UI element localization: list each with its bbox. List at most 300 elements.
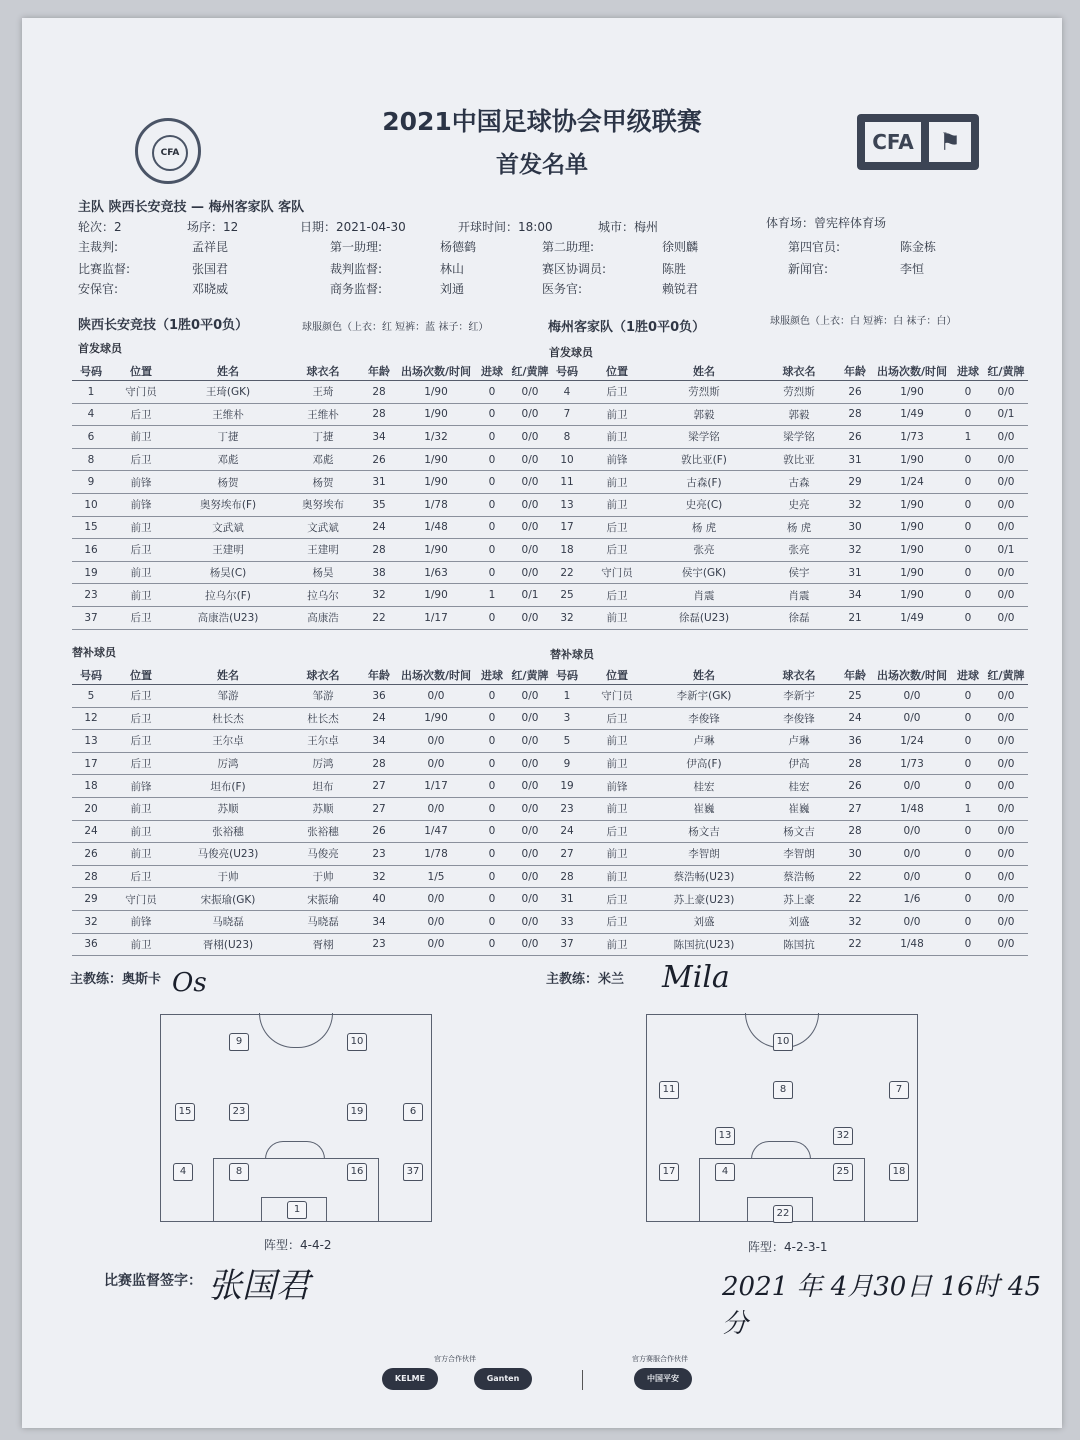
table-cell: 前卫 — [110, 584, 172, 607]
table-cell: 24 — [362, 516, 396, 539]
table-cell: 40 — [362, 888, 396, 911]
table-cell: 19 — [548, 775, 586, 798]
home-subs-label: 替补球员 — [72, 646, 116, 659]
table-cell: 1/17 — [396, 775, 476, 798]
league-icon: ⚑ — [929, 122, 971, 162]
table-cell: 王琦 — [284, 381, 362, 404]
table-cell: 王建明 — [284, 539, 362, 562]
column-header: 号码 — [548, 362, 586, 381]
table-cell: 17 — [548, 516, 586, 539]
table-row — [548, 797, 1028, 820]
column-header: 年龄 — [838, 666, 872, 685]
home-kit: 球服颜色（上衣：红 短裤：蓝 袜子：红） — [302, 322, 489, 333]
table-cell: 28 — [72, 865, 110, 888]
table-cell: 1/90 — [872, 584, 952, 607]
table-row — [548, 933, 1028, 956]
table-cell: 1/6 — [872, 888, 952, 911]
table-cell: 前锋 — [586, 775, 648, 798]
table-cell: 0 — [952, 843, 984, 866]
table-row — [548, 820, 1028, 843]
table-row — [72, 775, 552, 798]
table-cell: 0/0 — [396, 752, 476, 775]
table-cell: 36 — [72, 933, 110, 956]
table-cell: 后卫 — [586, 539, 648, 562]
away-formation-pitch — [646, 1014, 918, 1222]
table-row — [72, 797, 552, 820]
column-header: 红/黄牌 — [508, 666, 552, 685]
table-cell: 0 — [952, 403, 984, 426]
table-cell: 0/0 — [984, 797, 1028, 820]
table-cell: 于帅 — [172, 865, 284, 888]
table-cell: 0/0 — [508, 606, 552, 629]
shirt-icon: 32 — [833, 1127, 853, 1145]
official-name: 张国君 — [192, 262, 229, 276]
table-cell: 李智朗 — [760, 843, 838, 866]
table-cell: 0/0 — [984, 606, 1028, 629]
penalty-arc — [751, 1141, 811, 1159]
column-header: 位置 — [110, 666, 172, 685]
table-cell: 1/90 — [872, 381, 952, 404]
sponsor-pingan-logo: 中国平安 — [634, 1368, 692, 1390]
table-cell: 1/49 — [872, 606, 952, 629]
table-cell: 0/0 — [984, 820, 1028, 843]
table-cell: 24 — [548, 820, 586, 843]
table-row — [548, 516, 1028, 539]
table-cell: 32 — [838, 493, 872, 516]
table-cell: 王尔卓 — [284, 730, 362, 753]
penalty-arc — [265, 1141, 325, 1159]
table-cell: 22 — [838, 933, 872, 956]
table-cell: 胥栩 — [284, 933, 362, 956]
table-cell: 28 — [362, 752, 396, 775]
supervisor-signature-label: 比赛监督签字： — [104, 1273, 202, 1289]
table-cell: 0/0 — [984, 584, 1028, 607]
away-starters-table — [548, 362, 1028, 630]
table-cell: 张裕穗 — [284, 820, 362, 843]
table-cell: 前卫 — [586, 865, 648, 888]
table-cell: 桂宏 — [648, 775, 760, 798]
shirt-icon: 10 — [773, 1033, 793, 1051]
table-cell: 0/0 — [984, 426, 1028, 449]
table-cell: 后卫 — [110, 403, 172, 426]
official-label: 比赛监督: — [78, 262, 131, 276]
shirt-icon: 11 — [659, 1081, 679, 1099]
table-cell: 邹游 — [284, 685, 362, 708]
column-header: 出场次数/时间 — [396, 362, 476, 381]
table-cell: 0 — [952, 730, 984, 753]
table-cell: 0 — [952, 933, 984, 956]
table-cell: 苏上豪(U23) — [648, 888, 760, 911]
table-row — [548, 539, 1028, 562]
table-row — [72, 606, 552, 629]
table-cell: 劳烈斯 — [760, 381, 838, 404]
table-cell: 8 — [72, 448, 110, 471]
table-cell: 0 — [952, 381, 984, 404]
table-cell: 1/90 — [396, 403, 476, 426]
table-cell: 9 — [72, 471, 110, 494]
table-row — [72, 707, 552, 730]
table-cell: 25 — [548, 584, 586, 607]
table-row — [548, 775, 1028, 798]
page-subtitle: 首发名单 — [496, 152, 588, 178]
column-header: 进球 — [476, 362, 508, 381]
table-cell: 侯宇(GK) — [648, 561, 760, 584]
table-cell: 前卫 — [586, 426, 648, 449]
table-cell: 张裕穗 — [172, 820, 284, 843]
table-cell: 27 — [362, 797, 396, 820]
shirt-icon: 17 — [659, 1163, 679, 1181]
column-header: 进球 — [952, 362, 984, 381]
table-cell: 0 — [476, 820, 508, 843]
table-cell: 李新宇 — [760, 685, 838, 708]
shirt-icon: 4 — [173, 1163, 193, 1181]
table-cell: 20 — [72, 797, 110, 820]
table-cell: 0 — [952, 888, 984, 911]
shirt-icon: 37 — [403, 1163, 423, 1181]
table-row — [72, 426, 552, 449]
table-cell: 0/0 — [508, 403, 552, 426]
table-row — [72, 448, 552, 471]
table-cell: 前卫 — [586, 933, 648, 956]
table-cell: 前锋 — [586, 448, 648, 471]
column-header: 红/黄牌 — [984, 666, 1028, 685]
table-row — [548, 403, 1028, 426]
table-cell: 0 — [952, 471, 984, 494]
table-cell: 刘盛 — [648, 910, 760, 933]
table-cell: 1/32 — [396, 426, 476, 449]
table-cell: 苏上豪 — [760, 888, 838, 911]
kickoff-time: 开球时间：18:00 — [458, 220, 553, 234]
sponsor-ganten-logo: Ganten — [474, 1368, 532, 1390]
official-label: 第四官员: — [788, 240, 841, 254]
shirt-icon: 1 — [287, 1201, 307, 1219]
away-starters-label: 首发球员 — [549, 346, 593, 359]
table-cell: 前卫 — [586, 403, 648, 426]
table-cell: 刘盛 — [760, 910, 838, 933]
table-cell: 28 — [838, 403, 872, 426]
table-cell: 30 — [838, 843, 872, 866]
table-cell: 0/0 — [508, 426, 552, 449]
table-cell: 邓彪 — [284, 448, 362, 471]
table-cell: 伊高 — [760, 752, 838, 775]
official-label: 第一助理: — [330, 240, 383, 254]
table-cell: 28 — [362, 403, 396, 426]
table-cell: 坦布(F) — [172, 775, 284, 798]
table-cell: 0/0 — [508, 539, 552, 562]
table-cell: 0 — [476, 707, 508, 730]
table-cell: 22 — [548, 561, 586, 584]
table-row — [548, 910, 1028, 933]
table-cell: 16 — [72, 539, 110, 562]
table-cell: 32 — [72, 910, 110, 933]
table-cell: 0 — [952, 685, 984, 708]
table-cell: 0/0 — [508, 910, 552, 933]
table-cell: 0/0 — [984, 448, 1028, 471]
column-header: 球衣名 — [284, 666, 362, 685]
table-cell: 1/78 — [396, 493, 476, 516]
column-header: 出场次数/时间 — [872, 362, 952, 381]
shirt-icon: 4 — [715, 1163, 735, 1181]
official-name: 陈金栋 — [900, 240, 937, 254]
table-cell: 17 — [72, 752, 110, 775]
table-cell: 厉鸿 — [172, 752, 284, 775]
table-cell: 30 — [838, 516, 872, 539]
table-cell: 0/0 — [984, 516, 1028, 539]
venue: 体育场：曾宪梓体育场 — [766, 216, 887, 230]
sponsor-kelme-logo: KELME — [382, 1368, 438, 1390]
table-cell: 7 — [548, 403, 586, 426]
table-cell: 前卫 — [110, 797, 172, 820]
table-cell: 后卫 — [586, 888, 648, 911]
official-name: 孟祥昆 — [192, 240, 229, 254]
table-row — [72, 561, 552, 584]
table-cell: 32 — [838, 539, 872, 562]
home-formation-pitch — [160, 1014, 432, 1222]
teams-line: 主队 陕西长安竞技 — 梅州客家队 客队 — [78, 200, 305, 215]
table-row — [72, 910, 552, 933]
table-cell: 守门员 — [110, 381, 172, 404]
table-cell: 0/0 — [984, 752, 1028, 775]
table-cell: 24 — [72, 820, 110, 843]
table-cell: 徐磊(U23) — [648, 606, 760, 629]
table-cell: 28 — [362, 539, 396, 562]
table-cell: 0 — [952, 493, 984, 516]
column-header: 姓名 — [172, 666, 284, 685]
table-cell: 0/0 — [984, 888, 1028, 911]
table-cell: 前卫 — [110, 561, 172, 584]
column-header: 年龄 — [362, 666, 396, 685]
table-cell: 0/0 — [984, 381, 1028, 404]
table-cell: 1/90 — [396, 707, 476, 730]
table-cell: 28 — [548, 865, 586, 888]
column-header: 红/黄牌 — [508, 362, 552, 381]
table-cell: 崔巍 — [648, 797, 760, 820]
table-cell: 文武斌 — [172, 516, 284, 539]
table-cell: 高康浩 — [284, 606, 362, 629]
official-label: 商务监督: — [330, 282, 383, 296]
table-cell: 0/0 — [984, 493, 1028, 516]
table-cell: 0 — [476, 381, 508, 404]
table-cell: 1/63 — [396, 561, 476, 584]
table-cell: 0 — [476, 471, 508, 494]
table-cell: 杨贺 — [172, 471, 284, 494]
table-cell: 32 — [548, 606, 586, 629]
table-cell: 胥栩(U23) — [172, 933, 284, 956]
table-row — [72, 539, 552, 562]
official-name: 杨德鹤 — [440, 240, 477, 254]
table-cell: 丁捷 — [172, 426, 284, 449]
official-name: 林山 — [440, 262, 465, 276]
table-cell: 后卫 — [586, 707, 648, 730]
table-cell: 杨文吉 — [760, 820, 838, 843]
column-header: 进球 — [952, 666, 984, 685]
table-cell: 桂宏 — [760, 775, 838, 798]
table-cell: 31 — [838, 561, 872, 584]
table-cell: 8 — [548, 426, 586, 449]
table-row — [72, 843, 552, 866]
table-cell: 后卫 — [110, 539, 172, 562]
column-header: 号码 — [72, 362, 110, 381]
table-row — [548, 471, 1028, 494]
table-cell: 前锋 — [110, 471, 172, 494]
table-cell: 史亮(C) — [648, 493, 760, 516]
official-label: 安保官: — [78, 282, 119, 296]
supervisor-signature: 张国君 — [208, 1266, 310, 1306]
away-team-name: 梅州客家队（1胜0平0负） — [548, 320, 706, 335]
column-header: 号码 — [548, 666, 586, 685]
table-row — [72, 381, 552, 404]
table-row — [548, 584, 1028, 607]
table-cell: 1/90 — [872, 539, 952, 562]
table-row — [72, 820, 552, 843]
table-cell: 0/1 — [984, 403, 1028, 426]
signature-datetime: 2021 年 4月30日 16时 45分 — [722, 1272, 1042, 1339]
table-cell: 24 — [362, 707, 396, 730]
table-row — [548, 707, 1028, 730]
table-cell: 34 — [838, 584, 872, 607]
table-cell: 杨昊(C) — [172, 561, 284, 584]
table-cell: 蔡浩畅(U23) — [648, 865, 760, 888]
table-row — [548, 448, 1028, 471]
table-cell: 37 — [548, 933, 586, 956]
table-cell: 王建明 — [172, 539, 284, 562]
table-cell: 杜长杰 — [172, 707, 284, 730]
table-cell: 1/24 — [872, 471, 952, 494]
table-cell: 0/0 — [984, 775, 1028, 798]
column-header: 进球 — [476, 666, 508, 685]
table-row — [72, 584, 552, 607]
table-cell: 0 — [952, 606, 984, 629]
table-cell: 史亮 — [760, 493, 838, 516]
table-row — [548, 865, 1028, 888]
game-number: 场序：12 — [187, 220, 239, 234]
table-cell: 劳烈斯 — [648, 381, 760, 404]
table-cell: 0 — [476, 539, 508, 562]
table-cell: 0/0 — [872, 910, 952, 933]
table-cell: 5 — [72, 685, 110, 708]
table-cell: 0 — [952, 539, 984, 562]
table-cell: 0 — [476, 910, 508, 933]
table-cell: 0 — [952, 707, 984, 730]
table-cell: 0/0 — [984, 933, 1028, 956]
table-cell: 守门员 — [586, 561, 648, 584]
table-cell: 杨贺 — [284, 471, 362, 494]
table-cell: 古森 — [760, 471, 838, 494]
table-cell: 侯宇 — [760, 561, 838, 584]
table-cell: 后卫 — [586, 584, 648, 607]
table-cell: 18 — [72, 775, 110, 798]
table-cell: 36 — [362, 685, 396, 708]
table-cell: 拉乌尔 — [284, 584, 362, 607]
table-cell: 26 — [838, 426, 872, 449]
column-header: 位置 — [586, 666, 648, 685]
column-header: 姓名 — [648, 362, 760, 381]
table-cell: 0/0 — [984, 910, 1028, 933]
table-cell: 22 — [838, 865, 872, 888]
table-cell: 后卫 — [110, 730, 172, 753]
table-cell: 0 — [476, 933, 508, 956]
table-cell: 0/0 — [396, 933, 476, 956]
table-cell: 0 — [476, 752, 508, 775]
home-subs-table — [72, 666, 552, 956]
table-row — [548, 888, 1028, 911]
table-cell: 33 — [548, 910, 586, 933]
table-cell: 0/0 — [508, 865, 552, 888]
table-cell: 11 — [548, 471, 586, 494]
table-cell: 1 — [72, 381, 110, 404]
table-cell: 1 — [952, 797, 984, 820]
table-cell: 前卫 — [110, 426, 172, 449]
home-starters-table — [72, 362, 552, 630]
table-cell: 0/0 — [396, 888, 476, 911]
table-cell: 后卫 — [110, 606, 172, 629]
column-header: 号码 — [72, 666, 110, 685]
table-row — [72, 471, 552, 494]
official-label: 医务官: — [542, 282, 583, 296]
table-cell: 前卫 — [110, 820, 172, 843]
table-row — [72, 685, 552, 708]
table-cell: 1/24 — [872, 730, 952, 753]
table-cell: 10 — [548, 448, 586, 471]
official-label: 裁判监督: — [330, 262, 383, 276]
table-cell: 0/0 — [984, 843, 1028, 866]
table-cell: 0 — [476, 730, 508, 753]
column-header: 年龄 — [838, 362, 872, 381]
table-cell: 马俊亮 — [284, 843, 362, 866]
table-cell: 后卫 — [110, 685, 172, 708]
table-row — [72, 752, 552, 775]
table-cell: 杨昊 — [284, 561, 362, 584]
table-cell: 0 — [476, 493, 508, 516]
table-cell: 0/0 — [508, 933, 552, 956]
table-row — [72, 933, 552, 956]
table-cell: 梁学铭 — [760, 426, 838, 449]
table-cell: 马晓磊 — [172, 910, 284, 933]
table-cell: 4 — [72, 403, 110, 426]
table-cell: 丁捷 — [284, 426, 362, 449]
cfa-emblem-logo: CFA — [135, 118, 201, 184]
table-cell: 后卫 — [586, 820, 648, 843]
official-name: 邓晓威 — [192, 282, 229, 296]
away-coach: 主教练：米兰 — [546, 972, 625, 987]
table-cell: 0/0 — [508, 448, 552, 471]
table-cell: 26 — [72, 843, 110, 866]
table-cell: 1/47 — [396, 820, 476, 843]
table-cell: 王琦(GK) — [172, 381, 284, 404]
column-header: 球衣名 — [760, 362, 838, 381]
table-cell: 0 — [476, 426, 508, 449]
table-cell: 34 — [362, 910, 396, 933]
table-cell: 10 — [72, 493, 110, 516]
table-cell: 后卫 — [586, 381, 648, 404]
home-formation: 阵型：4-4-2 — [264, 1238, 332, 1252]
table-cell: 前卫 — [586, 493, 648, 516]
table-cell: 23 — [548, 797, 586, 820]
table-cell: 1/90 — [396, 381, 476, 404]
column-header: 出场次数/时间 — [872, 666, 952, 685]
table-cell: 27 — [838, 797, 872, 820]
table-cell: 13 — [548, 493, 586, 516]
table-cell: 23 — [362, 933, 396, 956]
table-cell: 0 — [952, 561, 984, 584]
table-cell: 陈国抗 — [760, 933, 838, 956]
table-cell: 前卫 — [586, 471, 648, 494]
column-header: 球衣名 — [760, 666, 838, 685]
table-cell: 徐磊 — [760, 606, 838, 629]
table-cell: 0/0 — [396, 797, 476, 820]
table-cell: 后卫 — [110, 865, 172, 888]
table-cell: 19 — [72, 561, 110, 584]
